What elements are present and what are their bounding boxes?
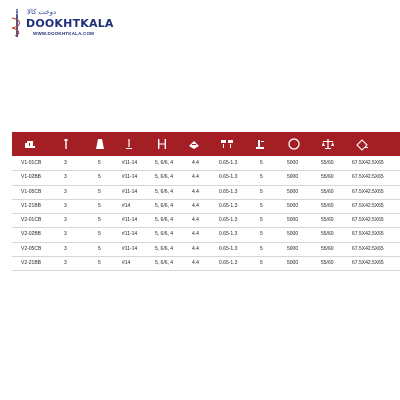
table-cell: 55/60: [321, 260, 334, 267]
table-row: [12, 243, 400, 257]
table-cell: 5: [260, 160, 263, 166]
table-row: [12, 228, 400, 242]
table-cell: 55/60: [321, 231, 334, 238]
logo-brand-name: DOOKHTKALA: [26, 17, 114, 30]
table-cell: 5: [98, 231, 101, 238]
table-cell: 0.65-1.3: [219, 217, 238, 224]
spec-table: [12, 157, 400, 271]
table-cell: 4.4: [192, 174, 199, 181]
table-cell: 5000: [287, 245, 299, 252]
model-cell: V1-21BB: [21, 202, 42, 209]
needle-icon: [56, 132, 76, 156]
table-cell: 67.5X42.5X65: [352, 160, 384, 166]
table-cell: 3: [64, 231, 67, 238]
table-cell: 4.4: [192, 231, 199, 238]
table-row: [12, 171, 400, 185]
table-cell: 55/60: [321, 245, 334, 252]
table-cell: 5000: [287, 174, 299, 181]
presser-foot-icon: [90, 132, 110, 156]
package-size-icon: [350, 132, 374, 156]
table-cell: 55/60: [321, 217, 334, 224]
table-cell: 5: [260, 202, 263, 209]
table-cell: #14: [122, 260, 131, 267]
weight-icon: [317, 132, 339, 156]
table-cell: 5: [98, 174, 101, 181]
needle-thread-icon: [10, 8, 24, 38]
model-cell: V1-01CB: [21, 160, 42, 166]
table-cell: 5, 6/6, 4: [155, 174, 174, 181]
table-cell: 5, 6/6, 4: [155, 217, 174, 224]
lift-height-icon: [250, 132, 270, 156]
table-row: [12, 157, 400, 171]
table-cell: #11-14: [122, 231, 138, 238]
table-cell: 5: [98, 217, 101, 224]
table-cell: 0.65-1.3: [219, 245, 238, 252]
table-cell: #11-14: [122, 217, 138, 224]
table-cell: 3: [64, 188, 67, 195]
model-cell: V2-21BB: [21, 260, 42, 267]
table-cell: 67.5X42.5X65: [352, 245, 384, 252]
logo-persian-text: دوخت کالا: [27, 9, 57, 16]
table-cell: 4.4: [192, 188, 199, 195]
table-cell: #14: [122, 202, 131, 209]
table-cell: 0.65-1.3: [219, 188, 238, 195]
table-cell: 5: [260, 260, 263, 267]
table-cell: 5: [98, 245, 101, 252]
model-cell: V2-01CB: [21, 217, 42, 224]
table-cell: 5: [260, 174, 263, 181]
table-cell: 5, 6/6, 4: [155, 260, 174, 267]
table-cell: 4.4: [192, 217, 199, 224]
table-cell: 4.4: [192, 260, 199, 267]
table-row: [12, 257, 400, 271]
table-cell: 55/60: [321, 202, 334, 209]
table-cell: 5, 6/6, 4: [155, 245, 174, 252]
table-cell: 5, 6/6, 4: [155, 231, 174, 238]
table-cell: 5000: [287, 188, 299, 195]
table-cell: 5000: [287, 160, 299, 166]
table-cell: 67.5X42.5X65: [352, 231, 384, 238]
table-cell: 55/60: [321, 174, 334, 181]
table-cell: #11-14: [122, 188, 138, 195]
brand-logo: [6, 6, 116, 40]
table-cell: 5: [260, 188, 263, 195]
table-cell: 0.65-1.3: [219, 231, 238, 238]
table-cell: 4.4: [192, 160, 199, 166]
table-cell: 5000: [287, 260, 299, 267]
table-cell: 5000: [287, 217, 299, 224]
table-cell: 5: [260, 231, 263, 238]
table-cell: 5: [260, 245, 263, 252]
logo-website: WWW.DOOKHTKALA.COM: [33, 31, 95, 36]
table-cell: 3: [64, 217, 67, 224]
table-row: [12, 200, 400, 214]
table-cell: 3: [64, 245, 67, 252]
stitch-width-icon: [215, 132, 239, 156]
model-cell: V2-02BB: [21, 231, 42, 238]
model-cell: V2-05CB: [21, 245, 42, 252]
table-cell: #11-14: [122, 245, 138, 252]
table-cell: 5: [98, 202, 101, 209]
table-cell: 67.5X42.5X65: [352, 260, 384, 267]
table-cell: 0.65-1.3: [219, 202, 238, 209]
table-cell: 67.5X42.5X65: [352, 174, 384, 181]
table-row: [12, 186, 400, 200]
table-cell: 5: [98, 160, 101, 166]
sewing-machine-icon: [18, 132, 42, 156]
table-cell: 5, 6/6, 4: [155, 202, 174, 209]
table-cell: 5, 6/6, 4: [155, 188, 174, 195]
table-cell: 0.65-1.3: [219, 174, 238, 181]
table-cell: 4.4: [192, 245, 199, 252]
table-cell: 5: [98, 188, 101, 195]
table-row: [12, 214, 400, 228]
table-cell: 3: [64, 160, 67, 166]
table-header: [12, 132, 400, 156]
stitch-length-icon: [152, 132, 172, 156]
table-cell: 0.65-1.3: [219, 260, 238, 267]
table-cell: 67.5X42.5X65: [352, 202, 384, 209]
needle-size-icon: [119, 132, 139, 156]
speed-icon: [284, 132, 304, 156]
table-cell: 3: [64, 202, 67, 209]
table-cell: 5000: [287, 202, 299, 209]
table-cell: 0.65-1.3: [219, 160, 238, 166]
table-cell: 55/60: [321, 188, 334, 195]
table-cell: #11-14: [122, 160, 138, 166]
table-cell: 3: [64, 260, 67, 267]
feed-icon: [182, 132, 206, 156]
table-cell: 5000: [287, 231, 299, 238]
table-cell: 5: [98, 260, 101, 267]
table-cell: 5: [260, 217, 263, 224]
table-cell: 67.5X42.5X65: [352, 217, 384, 224]
table-cell: 5, 6/6, 4: [155, 160, 174, 166]
model-cell: V1-05CB: [21, 188, 42, 195]
table-cell: 4.4: [192, 202, 199, 209]
table-cell: #11-14: [122, 174, 138, 181]
table-cell: 3: [64, 174, 67, 181]
model-cell: V1-02BB: [21, 174, 42, 181]
table-cell: 55/60: [321, 160, 334, 166]
table-cell: 67.5X42.5X65: [352, 188, 384, 195]
